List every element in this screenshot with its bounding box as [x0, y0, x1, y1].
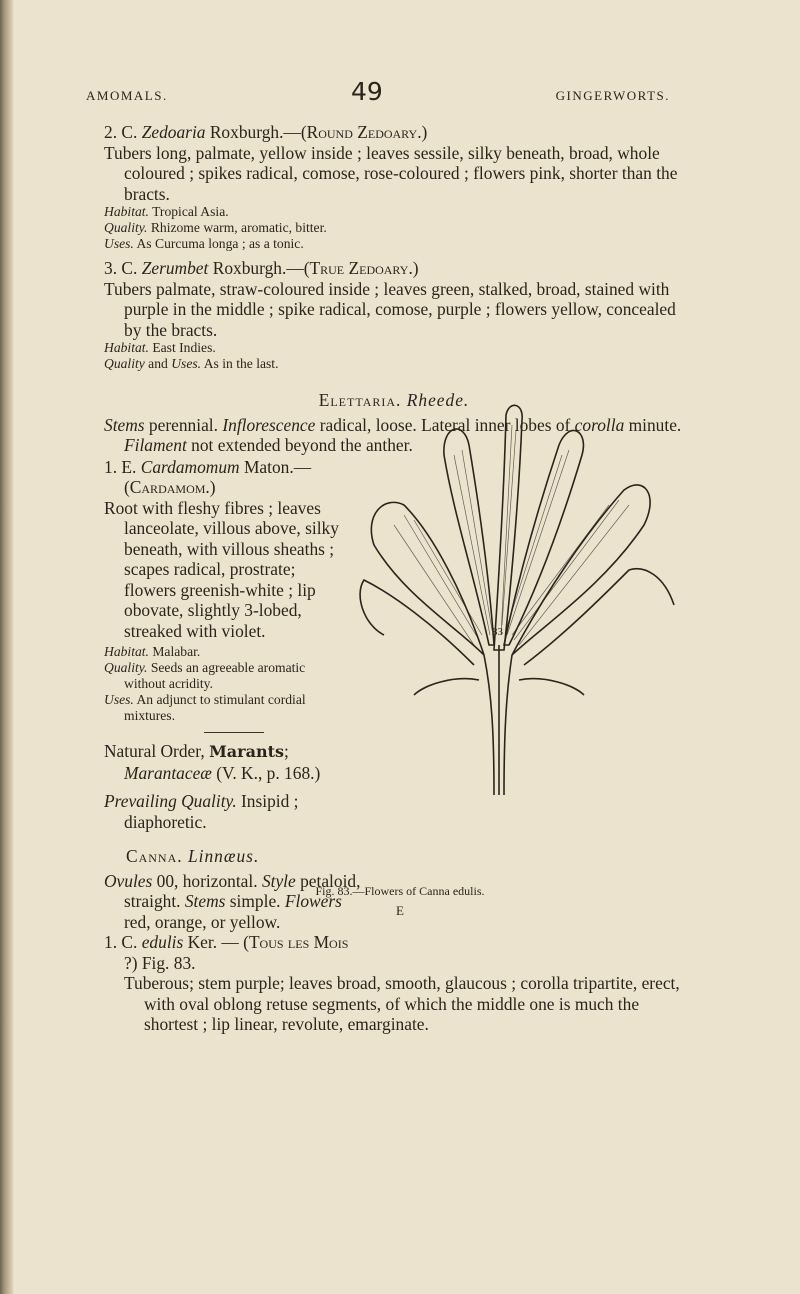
- species-heading: 3. C. Zerumbet Roxburgh.—(True Zedoary.): [104, 258, 419, 278]
- prevailing-quality: Prevailing Quality. Insipid ; diaphoretic.: [104, 791, 299, 832]
- signature-mark: E: [396, 903, 404, 918]
- species-description: Tubers palmate, straw-coloured inside ; leaves green, stalked, broad, stained with purple in the middle ; spike radical, comose, purple ; flowers yellow, concealed by the bracts.: [104, 278, 676, 340]
- page-number: 49: [351, 77, 383, 106]
- figure-caption: Fig. 83.—Flowers of Canna edulis.: [315, 884, 485, 898]
- running-head-right: GINGERWORTS.: [555, 88, 670, 103]
- species-notes: Habitat. East Indies. Quality and Uses. As in the last.: [104, 340, 279, 371]
- page-binding-edge: [0, 0, 14, 1294]
- genus-heading-elettaria: Elettaria. Rheede.: [318, 390, 470, 410]
- species-heading: 1. E. Cardamomum Maton.—(Cardamom.): [104, 456, 312, 497]
- running-head-left: AMOMALS.: [86, 88, 168, 103]
- common-name: Round Zedoary: [306, 122, 418, 142]
- species-edulis: [104, 932, 684, 1035]
- species-description: Tubers long, palmate, yellow inside ; leaves sessile, silky beneath, broad, whole coloured ; spikes radical, comose, rose-coloured ; flowers pink, shorter than the bracts.: [104, 142, 678, 204]
- species-notes: Habitat. Malabar. Quality. Seeds an agreeable aromatic without acridity. Uses. An adjunct to stimulant cordial mixtures.: [104, 644, 306, 723]
- species-cardamomum: [104, 457, 344, 725]
- species-name: Zedoaria: [141, 122, 206, 142]
- figure-number: 83: [492, 626, 503, 638]
- genus-description: Ovules 00, horizontal. Style petaloid, straight. Stems simple. Flowers red, orange, or yellow.: [104, 870, 361, 932]
- species-description: Root with fleshy fibres ; leaves lanceolate, villous above, silky beneath, with villous sheaths ; scapes radical, prostrate; flowers greenish-white ; lip obovate, slightly 3-lobed, streaked with violet.: [104, 497, 339, 641]
- species-heading: 1. C. edulis Ker. — (Tous les Mois ?) Fig. 83.: [104, 932, 349, 973]
- genus-heading-canna: Canna. Linnæus.: [126, 846, 260, 866]
- species-name: Zerumbet: [141, 258, 209, 278]
- species-name: edulis: [141, 932, 184, 952]
- species-notes: Habitat. Tropical Asia. Quality. Rhizome warm, aromatic, bitter. Uses. As Curcuma longa ; as a tonic.: [104, 204, 327, 251]
- species-heading: 2. C. Zedoaria Roxburgh.—(Round Zedoary.): [104, 122, 428, 142]
- common-name: True Zedoary: [309, 258, 409, 278]
- natural-order: Natural Order, Marants; Marantaceæ (V. K., p. 168.) Prevailing Quality. Insipid ; diaphoretic.: [104, 741, 344, 832]
- species-name: Cardamomum: [140, 456, 240, 477]
- canna-flowers-illustration: [344, 395, 684, 795]
- common-name: Tous les Mois: [248, 932, 349, 952]
- species-zerumbet: [104, 258, 684, 372]
- section-divider: [204, 732, 264, 733]
- common-name: Cardamom: [129, 477, 206, 497]
- order-name: Marants: [209, 742, 284, 761]
- genus-description: Stems perennial. Inflorescence radical, loose. Lateral inner lobes of corolla minute. Filament not extended beyond the anther.: [104, 414, 682, 455]
- species-description: Tuberous; stem purple; leaves broad, smooth, glaucous ; corolla tripartite, erect, with oval oblong retuse segments, of which the middle one is much the shortest ; lip linear, revolute, emarginate.: [124, 973, 680, 1034]
- running-head: [86, 77, 670, 110]
- species-zedoaria: [104, 122, 684, 252]
